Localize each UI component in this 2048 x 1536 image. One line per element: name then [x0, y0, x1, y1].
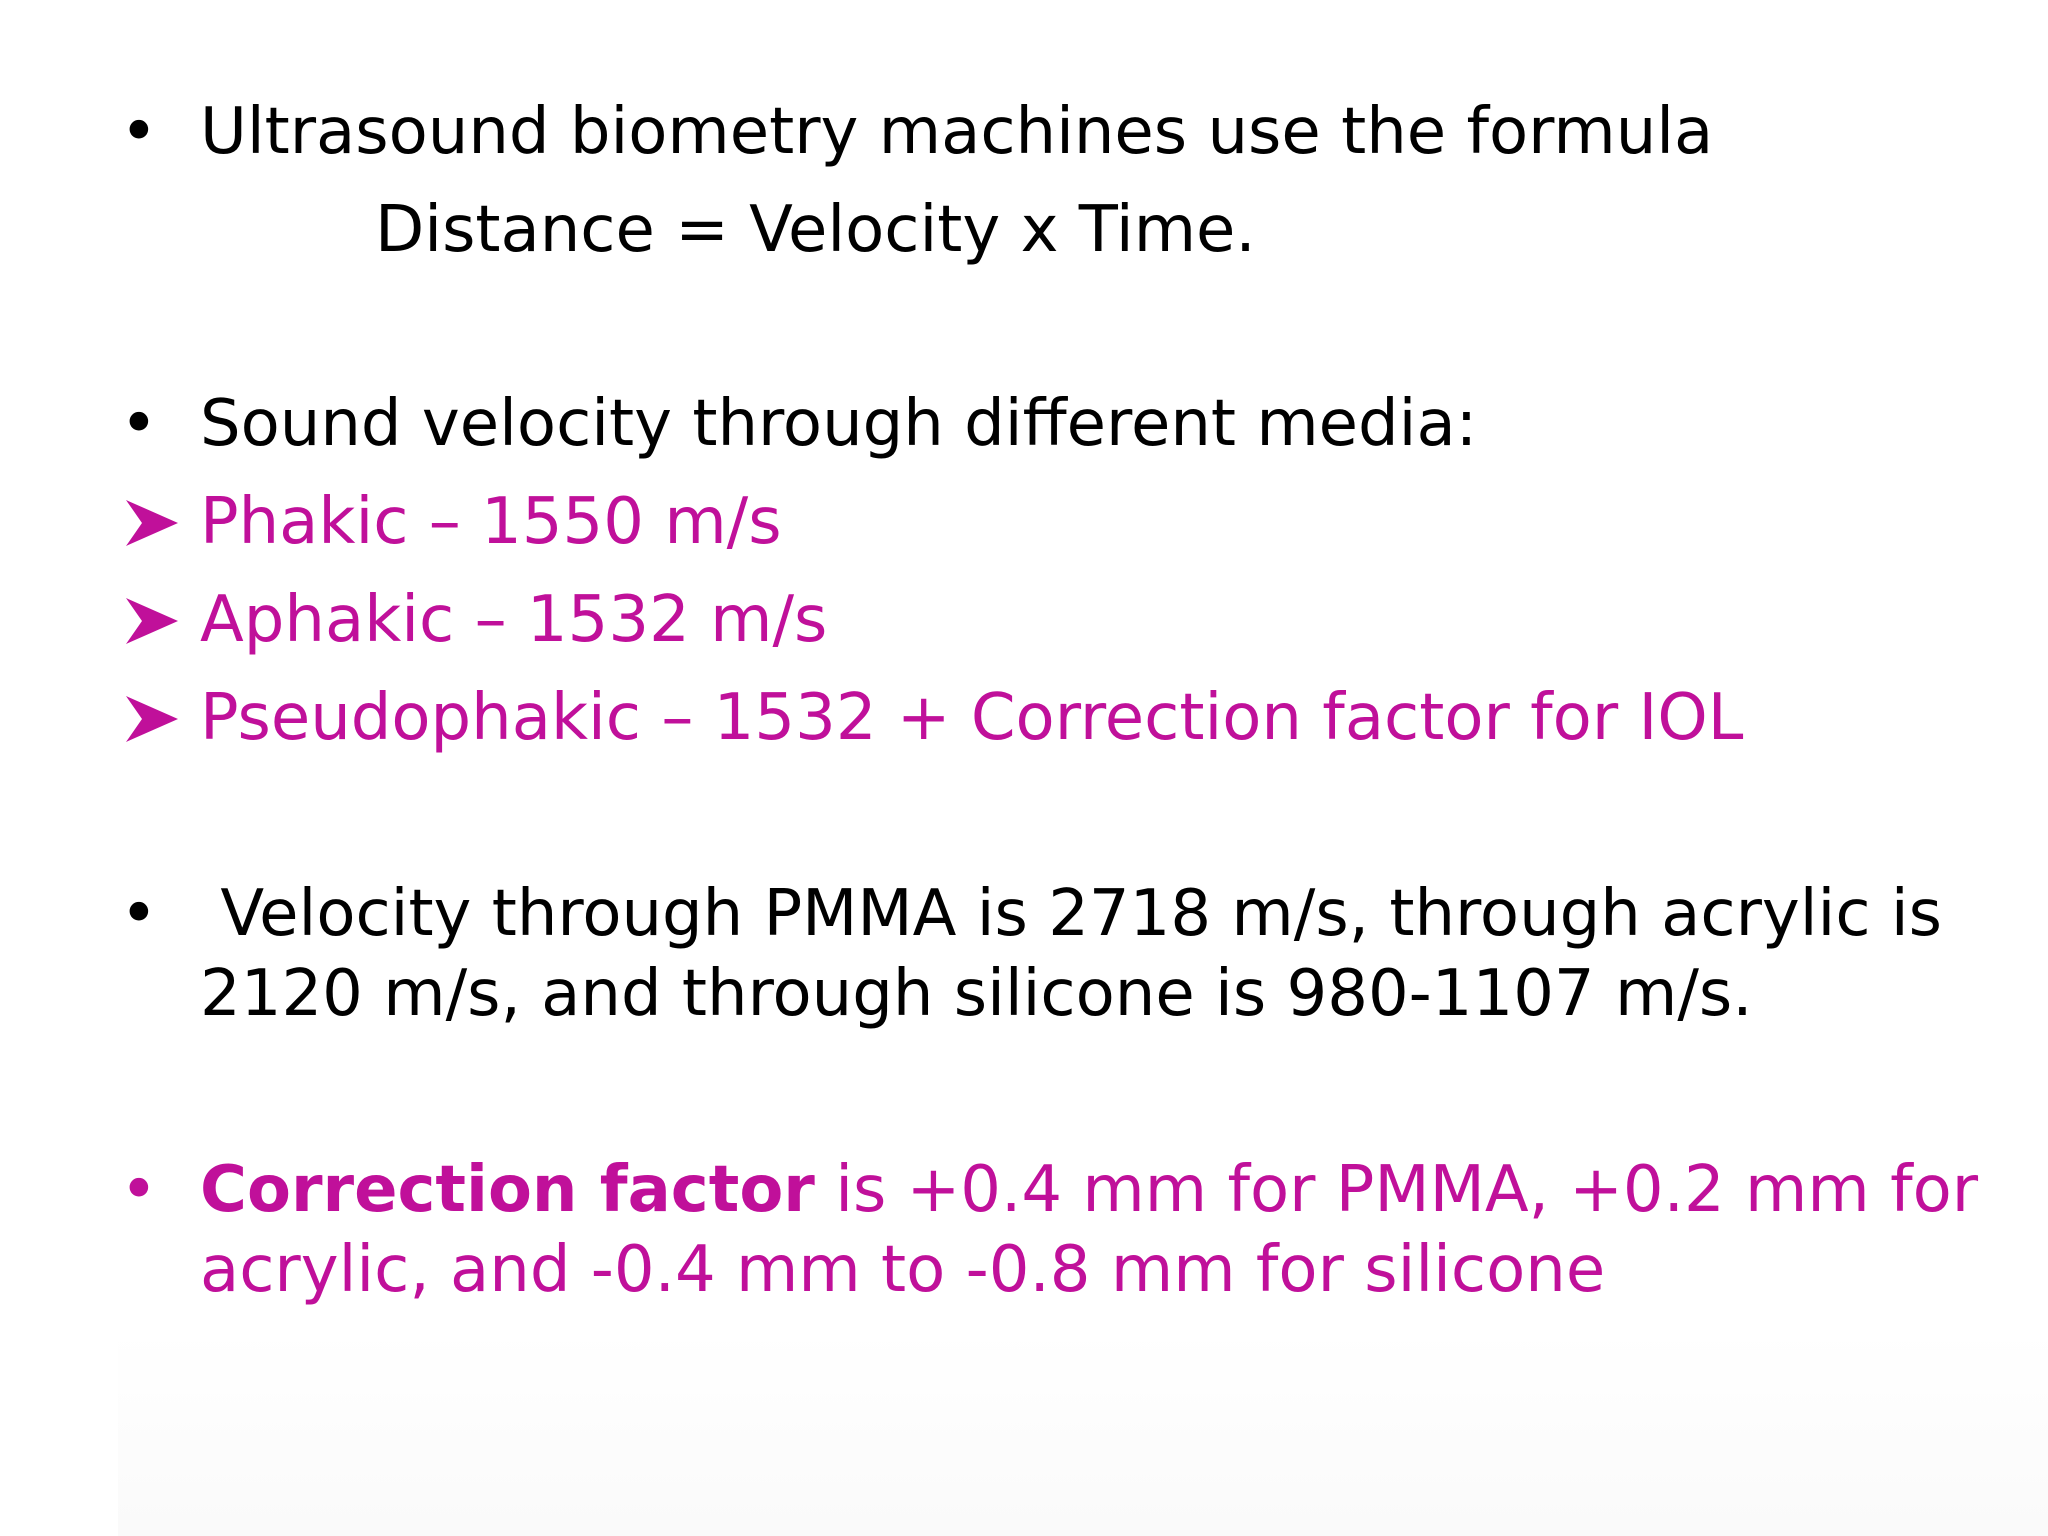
- bullet-dot-icon: •: [120, 1153, 158, 1227]
- bullet-dot-icon: •: [120, 95, 158, 169]
- formula-text: Distance = Velocity x Time.: [375, 193, 1256, 267]
- velocity-iol-line1: Velocity through PMMA is 2718 m/s, through acrylic is: [200, 877, 1942, 951]
- arrow-bullet-icon: [124, 596, 180, 646]
- arrow-bullet-icon: [124, 694, 180, 744]
- correction-term: Correction factor: [200, 1153, 815, 1227]
- bullet-dot-icon: •: [120, 877, 158, 951]
- arrow-bullet-icon: [124, 498, 180, 548]
- media-item-label: Aphakic – 1532 m/s: [200, 583, 828, 657]
- bullet-dot-icon: •: [120, 387, 158, 461]
- formula-intro-text: Ultrasound biometry machines use the formula: [200, 95, 1714, 169]
- velocity-iol-line2: 2120 m/s, and through silicone is 980-1107 m/s.: [200, 957, 1753, 1031]
- media-item-label: Pseudophakic – 1532 + Correction factor for IOL: [200, 681, 1744, 755]
- background-shade: [118, 1330, 2048, 1536]
- correction-line1-rest: is +0.4 mm for PMMA, +0.2 mm for: [814, 1153, 1979, 1227]
- correction-line2: acrylic, and -0.4 mm to -0.8 mm for silicone: [200, 1233, 1606, 1307]
- correction-line1: [200, 1150, 1978, 1230]
- media-item-label: Phakic – 1550 m/s: [200, 485, 782, 559]
- sound-velocity-text: Sound velocity through different media:: [200, 387, 1478, 461]
